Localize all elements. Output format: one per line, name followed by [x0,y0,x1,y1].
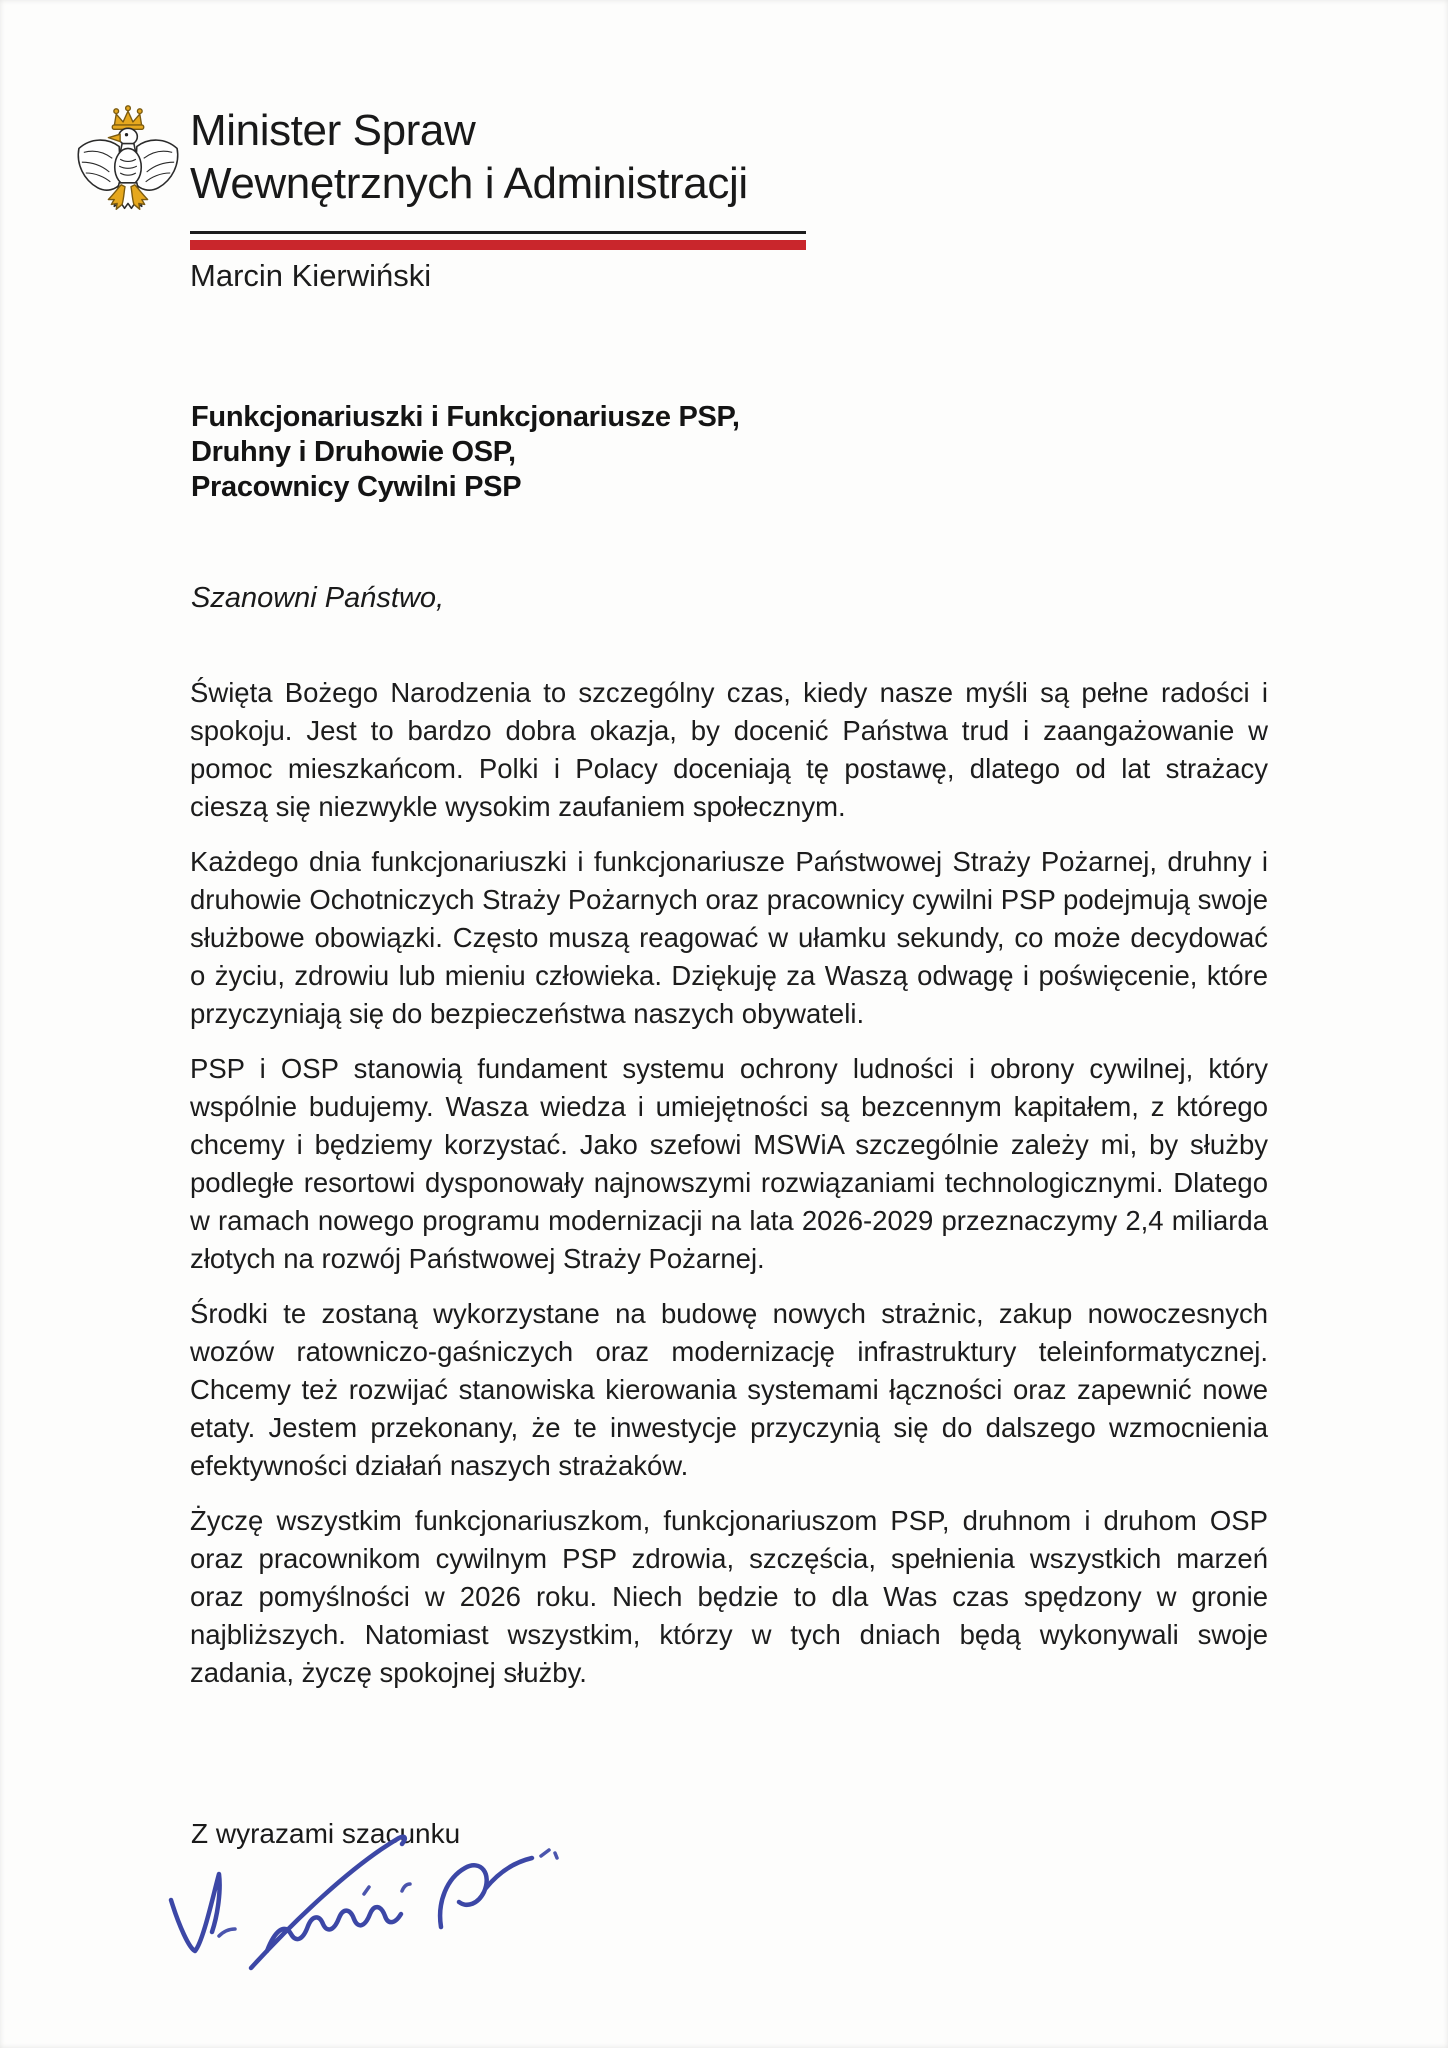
eagle-crown [112,106,143,129]
eagle-head [119,128,138,145]
eagle-body [115,148,142,185]
addressee-line: Druhny i Druhowie OSP, [191,436,516,468]
closing-phrase: Z wyrazami szacunku [191,1818,461,1849]
addressee-line: Funkcjonariuszki i Funkcjonariusze PSP, [191,401,740,433]
paragraph: Każdego dnia funkcjonariuszki i funkcjonariusze Państwowej Straży Pożarnej, druhny i druhowie Ochotniczych Straży Pożarnych oraz pracownicy cywilni PSP podejmują swoje służbowe obowiązki. Często muszą reagować w ułamku sekundy, co może decydować o życiu, zdrowiu lub mieniu człowieka. Dziękuję za Waszą odwagę i poświęcenie, które przyczyniają się do bezpieczeństwa naszych obywateli. [190,846,1268,1029]
paragraph: PSP i OSP stanowią fundament systemu ochrony ludności i obrony cywilnej, który wspólnie budujemy. Wasza wiedza i umiejętności są bezcennym kapitałem, z którego chcemy i będziemy korzystać. Jako szefowi MSWiA szczególnie zależy mi, by służby podległe resortowi dysponowały najnowszymi rozwiązaniami technologicznymi. Dlatego w ramach nowego programu modernizacji na lata 2026-2029 przeznaczymy 2,4 miliarda złotych na rozwój Państwowej Straży Pożarnej. [190,1053,1268,1274]
rule-red-line [190,240,806,250]
header-rule [190,231,806,250]
polish-eagle-emblem-icon [74,100,182,246]
addressee-line: Pracownicy Cywilni PSP [191,471,522,503]
minister-name: Marcin Kierwiński [190,258,432,293]
paragraph: Środki te zostaną wykorzystane na budowę nowych strażnic, zakup nowoczesnych wozów ratowniczo-gaśniczych oraz modernizację infrastruktury teleinformatycznej. Chcemy też rozwijać stanowiska kierowania systemami łączności oraz zapewnić nowe etaty. Jestem przekonany, że te inwestycje przyczynią się do dalszego wzmocnienia efektywności działań naszych strażaków. [190,1298,1268,1481]
salutation: Szanowni Państwo, [191,582,445,614]
eagle-beak [108,134,120,141]
letter-body [190,674,1268,1709]
ministry-title-line2: Wewnętrznych i Administracji [190,159,748,208]
paragraph: Życzę wszystkim funkcjonariuszkom, funkcjonariuszom PSP, druhnom i druhom OSP oraz pracownikom cywilnym PSP zdrowia, szczęścia, spełnienia wszystkich marzeń oraz pomyślności w 2026 roku. Niech będzie to dla Was czas spędzony w gronie najbliższych. Natomiast wszystkim, którzy w tych dniach będą wykonywali swoje zadania, życzę spokojnej służby. [190,1505,1268,1688]
ministry-title [190,104,748,210]
rule-black-line [190,231,806,234]
paragraph: Święta Bożego Narodzenia to szczególny czas, kiedy nasze myśli są pełne radości i spokoju. Jest to bardzo dobra okazja, by docenić Państwa trud i zaangażowanie w pomoc mieszkańcom. Polki i Polacy doceniają tę postawę, dlatego od lat strażacy cieszą się niezwykle wysokim zaufaniem społecznym. [190,677,1268,822]
handwritten-signature [150,1830,620,1990]
eagle-eye [125,133,128,136]
addressee-block [191,400,740,505]
ministry-title-line1: Minister Spraw [190,106,476,155]
